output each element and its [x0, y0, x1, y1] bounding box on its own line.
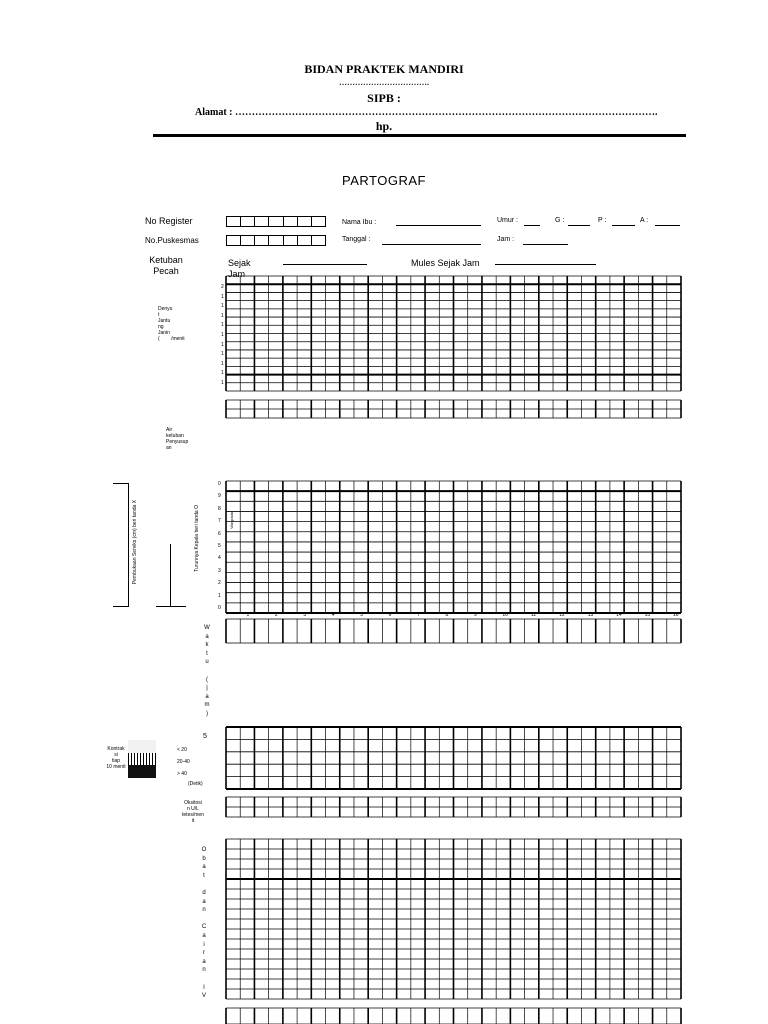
hour-tick: 7 — [417, 612, 420, 618]
label-char: r — [203, 950, 205, 957]
waspada-label: Waspada — [229, 512, 234, 529]
hour-tick: 11 — [530, 612, 537, 618]
bottom-grid[interactable] — [226, 1008, 681, 1024]
label-char: u — [205, 659, 209, 666]
kontraksi-y-tick: 5 — [203, 733, 207, 740]
cervix-y-tick: 0 — [218, 605, 221, 611]
label-char: n — [202, 967, 206, 974]
label-char: a — [205, 693, 209, 700]
cervix-y-tick: 9 — [218, 493, 221, 500]
djj-y-tick: 1 — [221, 293, 224, 300]
hour-tick: 16 — [673, 612, 679, 618]
label-char — [200, 880, 208, 889]
label-char — [200, 915, 208, 924]
djj-y-tick: 1 — [221, 332, 224, 338]
hour-tick: 12 — [559, 612, 565, 618]
hour-tick: 2 — [274, 612, 278, 618]
sejak-jam-label: Sejak Jam — [228, 258, 251, 279]
kontraksi-legend-swatches — [128, 740, 156, 778]
cervix-y-tick: 4 — [218, 555, 221, 562]
hour-tick: 8 — [445, 612, 449, 618]
djj-label: Denyu t Jantu ng Janin ( /menit — [158, 306, 185, 342]
g-field[interactable] — [568, 225, 590, 226]
label-char: O — [201, 847, 207, 853]
djj-y-tick: 2 — [221, 284, 224, 290]
detik-label: (Detik) — [188, 781, 203, 787]
tanggal-field[interactable] — [382, 244, 481, 245]
kontraksi-legend: < 20 20-40 > 40 — [177, 747, 190, 777]
label-char: d — [202, 889, 206, 896]
cervix-y-tick: 2 — [218, 580, 221, 587]
descent-bracket-line — [170, 544, 171, 606]
djj-extra-grid[interactable] — [226, 400, 681, 418]
form-title: PARTOGRAF — [342, 173, 426, 188]
obat-cairan-grid[interactable] — [226, 839, 681, 999]
cervix-y-tick: 0 — [218, 481, 221, 487]
djj-y-tick: 1 — [221, 351, 224, 358]
a-label: A : — [640, 217, 649, 224]
hour-tick: 15 — [644, 612, 651, 618]
jam-label: Jam : — [497, 236, 515, 243]
label-char: b — [202, 855, 206, 862]
label-char: t — [206, 650, 208, 657]
cervix-y-tick: 7 — [218, 518, 221, 525]
header-divider — [153, 134, 686, 137]
mules-sejak-jam-label: Mules Sejak Jam — [411, 258, 480, 268]
nama-ibu-field[interactable] — [396, 225, 481, 226]
djj-y-tick: 1 — [221, 312, 224, 319]
label-char: t — [203, 872, 205, 879]
a-field[interactable] — [655, 225, 680, 226]
alamat-label: Alamat : ………………………………………………………………………………………………………………. — [195, 107, 658, 118]
label-char — [200, 975, 208, 984]
cervix-y-ticks — [218, 481, 225, 613]
hour-tick: 5 — [360, 612, 363, 618]
djj-y-tick: 1 — [221, 341, 224, 348]
hour-tick: 9 — [473, 612, 477, 618]
swatch-over-40 — [128, 765, 156, 778]
no-register-field[interactable] — [226, 216, 326, 227]
oksitosin-grid[interactable] — [226, 797, 681, 817]
hour-tick: 6 — [388, 612, 392, 618]
obat-cairan-label — [200, 846, 208, 1001]
kontraksi-label: Kontrak si tiap 10 menit — [106, 746, 126, 770]
tanggal-label: Tanggal : — [342, 236, 371, 243]
label-char: a — [202, 932, 206, 939]
kontraksi-grid[interactable] — [226, 727, 681, 789]
label-char — [203, 667, 211, 676]
sejak-jam-field[interactable] — [283, 264, 367, 265]
swatch-under-20 — [128, 740, 156, 753]
no-register-label: No Register — [145, 216, 193, 226]
label-char: i — [203, 941, 205, 948]
jam-field[interactable] — [523, 244, 568, 245]
no-puskesmas-field[interactable] — [226, 235, 326, 246]
cervix-y-tick: 5 — [218, 543, 221, 549]
nama-ibu-label: Nama Ibu : — [342, 219, 377, 226]
hour-tick: 3 — [303, 612, 307, 618]
label-char: a — [202, 898, 206, 905]
cervix-grid[interactable] — [226, 481, 681, 613]
cervix-y-tick: 3 — [218, 567, 221, 574]
air-ketuban-label: Air ketuban Penyusup an — [166, 427, 189, 451]
djj-y-tick: 1 — [221, 303, 224, 310]
umur-label: Umur : — [497, 217, 518, 224]
p-label: P : — [598, 217, 607, 224]
label-char: a — [205, 633, 209, 640]
label-char: ( — [206, 676, 208, 683]
label-char: k — [205, 642, 209, 649]
descent-bracket-bottom — [156, 606, 186, 607]
hp-label: hp. — [375, 119, 393, 133]
oksitosin-label: Oksitosi n U/L tetes/men it — [182, 800, 204, 824]
turunnya-kepala-label: Turunnya Kepala beri tanda O — [194, 505, 200, 572]
cervix-bracket-bottom — [113, 606, 129, 607]
djj-grid[interactable] — [226, 276, 681, 391]
clinic-title: BIDAN PRAKTEK MANDIRI — [304, 62, 464, 76]
djj-y-tick: 1 — [221, 322, 224, 329]
hour-tick: 1 — [246, 612, 250, 618]
sipb-label: SIPB : — [367, 91, 401, 105]
label-char: n — [202, 907, 206, 914]
hour-tick: 14 — [616, 612, 622, 618]
label-char: a — [202, 958, 206, 965]
waktu-grid[interactable] — [226, 619, 681, 643]
cervix-bracket-top — [113, 483, 129, 484]
g-label: G : — [555, 217, 565, 224]
cervix-bracket-line — [128, 483, 129, 607]
label-char: V — [201, 993, 206, 1000]
no-puskesmas-label: No.Puskesmas — [145, 236, 199, 245]
label-char: j — [206, 685, 208, 692]
p-field[interactable] — [612, 225, 635, 226]
hour-tick: 4 — [331, 612, 335, 618]
label-char: C — [201, 924, 207, 931]
mules-sejak-jam-field[interactable] — [495, 264, 596, 265]
pembukaan-serviks-label: Pembukaan Serviks (cm) beri tanda X — [132, 500, 138, 585]
djj-y-tick: 1 — [221, 370, 224, 377]
waktu-label — [203, 624, 211, 719]
djj-y-tick: 1 — [221, 380, 224, 386]
djj-y-tick: 1 — [221, 360, 224, 367]
label-char: I — [203, 984, 205, 991]
clinic-name-placeholder: ……………………………. — [339, 78, 429, 87]
label-char: ) — [206, 710, 208, 717]
umur-field[interactable] — [524, 225, 540, 226]
label-char: a — [202, 864, 206, 871]
swatch-20-40 — [128, 753, 156, 765]
hour-tick: 13 — [587, 612, 594, 618]
cervix-y-tick: 1 — [218, 592, 221, 599]
cervix-y-tick: 6 — [218, 530, 221, 537]
label-char: W — [204, 625, 210, 631]
cervix-y-tick: 8 — [218, 505, 221, 512]
hour-tick: 10 — [502, 612, 508, 618]
label-char: m — [204, 702, 210, 709]
ketuban-pecah-label: Ketuban Pecah — [149, 255, 183, 276]
